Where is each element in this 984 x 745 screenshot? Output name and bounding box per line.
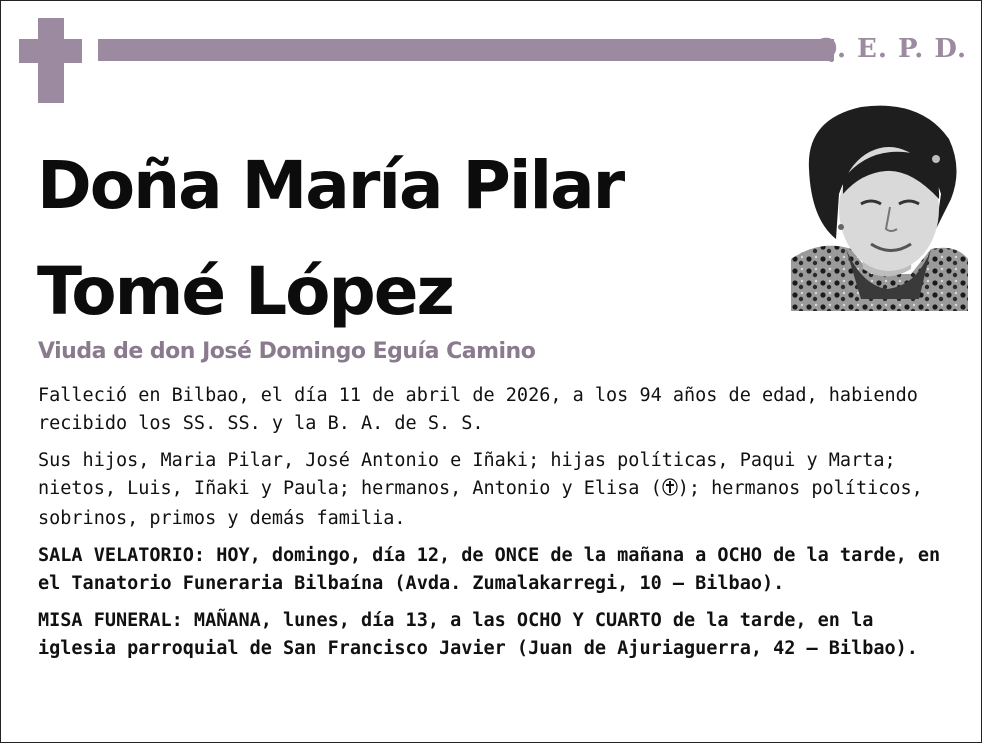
family-list [38, 447, 958, 533]
deceased-name-line2: Tomé López [37, 253, 453, 330]
subtitle-widow: Viuda de don José Domingo Eguía Camino [38, 339, 536, 364]
deceased-name [37, 133, 623, 345]
qepd-label: Q. E. P. D. [814, 34, 967, 64]
family-list-text-after: ); hermanos políticos, sobrinos, primos y demás familia. [38, 478, 923, 529]
header-rule [98, 39, 834, 61]
wake-notice: SALA VELATORIO: HOY, domingo, día 12, de ONCE de la mañana a OCHO de la tarde, en el Tanatorio Funeraria Bilbaína (Avda. Zumalakarregi, 10 – Bilbao). [38, 545, 941, 594]
cross-icon-bar [19, 39, 82, 63]
obituary-body [38, 382, 958, 672]
family-list-text-before: Sus hijos, Maria Pilar, José Antonio e Iñaki; hijas políticas, Paqui y Marta; nietos, Luis, Iñaki y Paula; hermanos, Antonio y Elisa ( [38, 450, 896, 499]
deceased-cross-icon [662, 477, 678, 505]
deceased-name-line1: Doña María Pilar [37, 147, 624, 224]
portrait-illustration [791, 99, 968, 311]
portrait-photo [791, 99, 968, 311]
funeral-notice: MISA FUNERAL: MAÑANA, lunes, día 13, a las OCHO Y CUARTO de la tarde, en la iglesia parroquial de San Francisco Javier (Juan de Ajuriaguerra, 42 – Bilbao). [38, 610, 918, 659]
death-notice: Falleció en Bilbao, el día 11 de abril de 2026, a los 94 años de edad, habiendo recibido los SS. SS. y la B. A. de S. S. [38, 385, 918, 434]
